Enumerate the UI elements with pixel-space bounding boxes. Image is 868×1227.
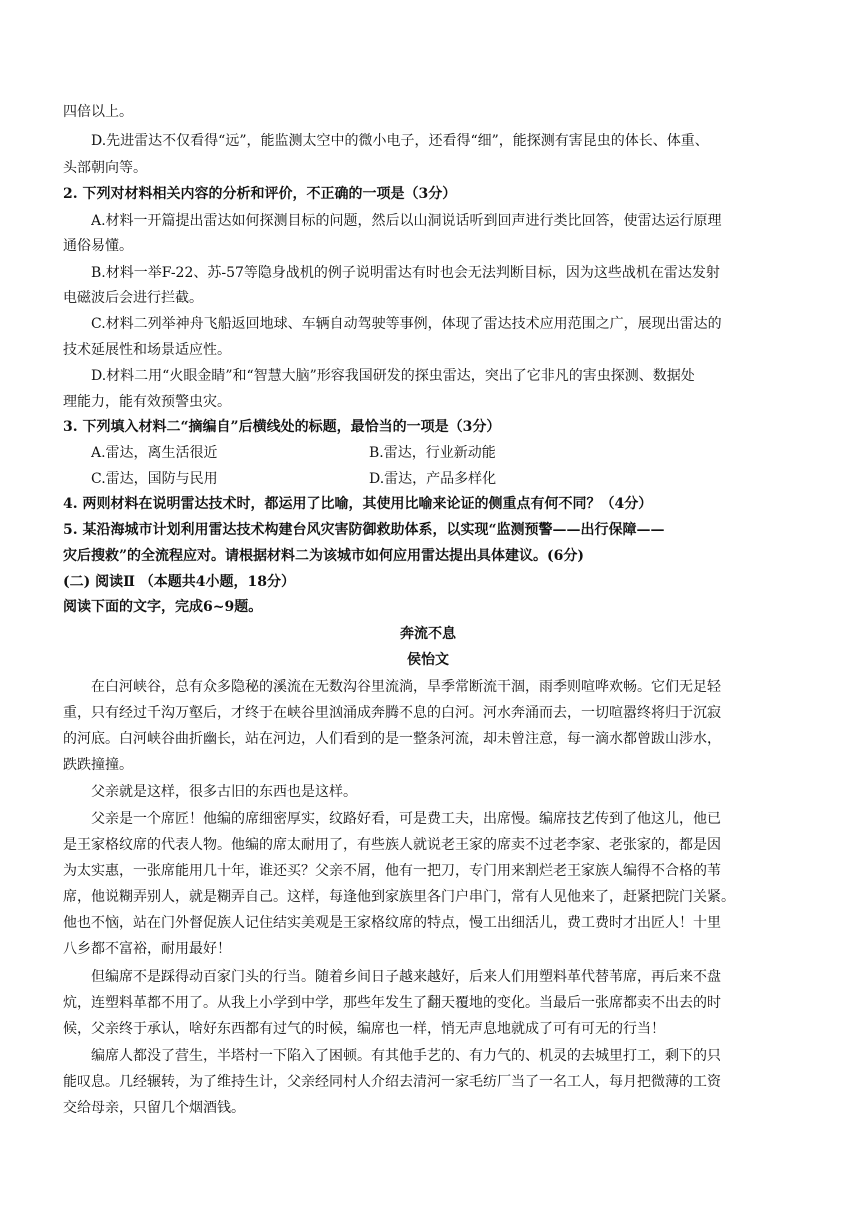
q3-option-c: C.雷达，国防与民用: [91, 471, 218, 487]
question-3: 3. 下列填入材料二“摘编自”后横线处的标题，最恰当的一项是（3分）: [63, 419, 501, 435]
paragraph-line: 为太实惠，一张席能用几十年，谁还买？父亲不屑，他有一把刀，专门用来割烂老王家族人编得不合格的苇: [63, 863, 721, 879]
q2-option-a: A.材料一开篇提出雷达如何探测目标的问题，然后以山洞说话听到回声进行类比回答，使雷达运行原理: [91, 213, 722, 229]
instruction: 阅读下面的文字，完成6~9题。: [63, 599, 263, 615]
option-d-line: D.先进雷达不仅看得“远”，能监测太空中的微小电子，还看得“细”，能探测有害昆虫的体长、体重、: [91, 133, 709, 149]
q2-option-b: B.材料一举F-22、苏-57等隐身战机的例子说明雷达有时也会无法判断目标，因为这些战机在雷达发射: [91, 265, 720, 281]
q2-option-d: D.材料二用“火眼金睛”和“智慧大脑”形容我国研发的探虫雷达，突出了它非凡的害虫探测、数据处: [91, 368, 695, 384]
paragraph-line: 是王家格纹席的代表人物。他编的席太耐用了，有些族人就说老王家的席卖不过老李家、老张家的，都是因: [63, 837, 721, 853]
section-heading: (二) 阅读Ⅱ （本题共4小题，18分）: [63, 574, 296, 590]
paragraph-line: 重，只有经过千沟万壑后，才终于在峡谷里汹涌成奔腾不息的白河。河水奔涌而去，一切喧嚣终将归于沉寂: [63, 705, 721, 721]
paragraph-line: 父亲是一个席匠！他编的席细密厚实，纹路好看，可是费工夫，出席慢。编席技艺传到了他这儿，他已: [91, 811, 721, 827]
question-4: 4. 两则材料在说明雷达技术时，都运用了比喻，其使用比喻来论证的侧重点有何不同？（4分）: [63, 496, 653, 512]
paragraph-line: 在白河峡谷，总有众多隐秘的溪流在无数沟谷里流淌，旱季常断流干涸，雨季则喧哗欢畅。它们无足轻: [91, 679, 721, 695]
paragraph-line: 候，父亲终于承认，啥好东西都有过气的时候，编席也一样，悄无声息地就成了可有可无的行当！: [63, 1021, 665, 1037]
paragraph-line: 他也不恼，站在门外督促族人记住结实美观是王家格纹席的特点，慢工出细活儿，费工费时才出匠人！十里: [63, 915, 721, 931]
question-5: 5. 某沿海城市计划利用雷达技术构建台风灾害防御救助体系，以实现“监测预警——出行保障——: [63, 522, 665, 538]
text-line: 理能力，能有效预警虫灾。: [63, 394, 231, 410]
q3-option-b: B.雷达，行业新动能: [369, 445, 496, 461]
text-line: 通俗易懂。: [63, 238, 133, 254]
paragraph-line: 炕，连塑料革都不用了。从我上小学到中学，那些年发生了翻天覆地的变化。当最后一张席都卖不出去的时: [63, 995, 721, 1011]
article-author: 侯怡文: [407, 652, 449, 668]
paragraph-line: 跌跌撞撞。: [63, 757, 133, 773]
paragraph-line: 但编席不是踩得动百家门头的行当。随着乡间日子越来越好，后来人们用塑料革代替苇席，再后来不盘: [91, 969, 721, 985]
text-line: 头部朝向等。: [63, 160, 147, 176]
paragraph-line: 席，他说糊弄别人，就是糊弄自己。这样，每逢他到家族里各门户串门，常有人见他来了，赶紧把院门关紧。: [63, 889, 735, 905]
q3-option-d: D.雷达，产品多样化: [369, 471, 497, 487]
article-title: 奔流不息: [400, 626, 456, 642]
q2-option-c: C.材料二列举神舟飞船返回地球、车辆自动驾驶等事例，体现了雷达技术应用范围之广，展现出雷达的: [91, 316, 722, 332]
q3-option-a: A.雷达，离生活很近: [91, 445, 218, 461]
paragraph-line: 八乡都不富裕，耐用最好！: [63, 941, 231, 957]
text-line: 电磁波后会进行拦截。: [63, 290, 203, 306]
paragraph-line: 父亲就是这样，很多古旧的东西也是这样。: [91, 784, 357, 800]
question-2: 2. 下列对材料相关内容的分析和评价，不正确的一项是（3分）: [63, 186, 457, 202]
paragraph-line: 的河底。白河峡谷曲折幽长，站在河边，人们看到的是一整条河流，却未曾注意，每一滴水都曾跋山涉水，: [63, 731, 721, 747]
paragraph-line: 能叹息。几经辗转，为了维持生计，父亲经同村人介绍去清河一家毛纺厂当了一名工人，每月把微薄的工资: [63, 1074, 721, 1090]
text-line: 技术延展性和场景适应性。: [63, 342, 231, 358]
paragraph-line: 编席人都没了营生，半塔村一下陷入了困顿。有其他手艺的、有力气的、机灵的去城里打工，剩下的只: [91, 1048, 721, 1064]
paragraph-line: 交给母亲，只留几个烟酒钱。: [63, 1100, 245, 1116]
text-line: 灾后搜救”的全流程应对。请根据材料二为该城市如何应用雷达提出具体建议。(6分): [63, 548, 585, 564]
text-line: 四倍以上。: [63, 104, 133, 120]
